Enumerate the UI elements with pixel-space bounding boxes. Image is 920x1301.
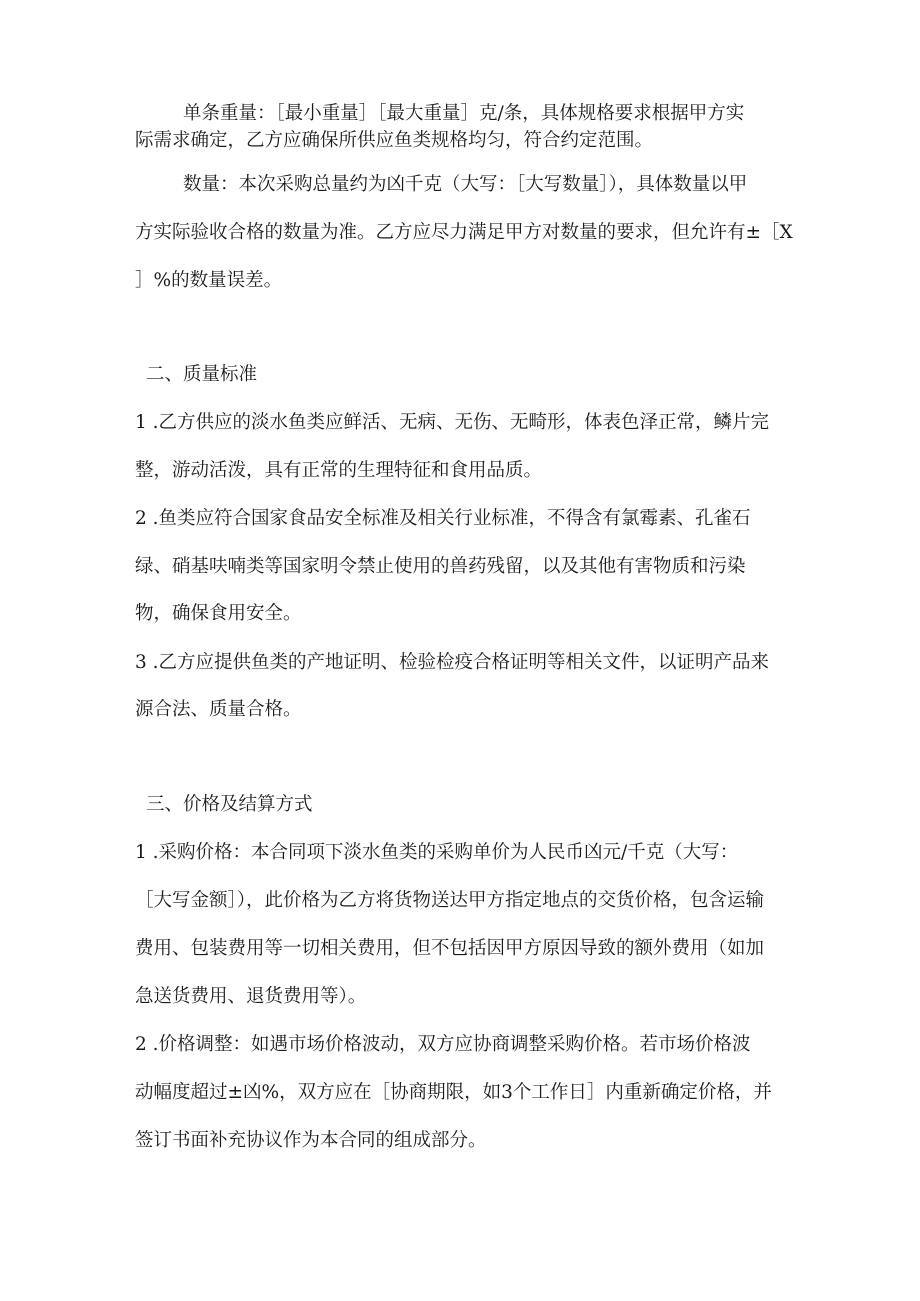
quality-item-1-line-1: 1 .乙方供应的淡水鱼类应鲜活、无病、无伤、无畸形，体表色泽正常，鳞片完 bbox=[135, 412, 770, 433]
section-3-heading: 三、价格及结算方式 bbox=[146, 794, 313, 815]
price-item-1-line-2: ［大写金额］），此价格为乙方将货物送达甲方指定地点的交货价格，包含运输 bbox=[135, 890, 765, 911]
quantity-line-3: ］%的数量误差。 bbox=[135, 270, 283, 291]
price-item-2-line-2: 动幅度超过±凶%，双方应在［协商期限，如3个工作日］内重新确定价格，并 bbox=[135, 1082, 772, 1103]
quality-item-2-line-2: 绿、硝基呋喃类等国家明令禁止使用的兽药残留，以及其他有害物质和污染 bbox=[135, 556, 746, 577]
quality-item-3-line-1: 3 .乙方应提供鱼类的产地证明、检验检疫合格证明等相关文件，以证明产品来 bbox=[135, 652, 770, 673]
quality-item-1-line-2: 整，游动活泼，具有正常的生理特征和食用品质。 bbox=[135, 460, 543, 481]
quality-item-3-line-2: 源合法、质量合格。 bbox=[135, 699, 302, 720]
quality-item-2-line-1: 2 .鱼类应符合国家食品安全标准及相关行业标准，不得含有氯霉素、孔雀石 bbox=[135, 508, 751, 529]
spec-line-2: 际需求确定，乙方应确保所供应鱼类规格均匀，符合约定范围。 bbox=[135, 130, 654, 151]
price-item-1-line-1: 1 .采购价格：本合同项下淡水鱼类的采购单价为人民币凶元/千克（大写： bbox=[135, 842, 739, 863]
quantity-line-1: 数量：本次采购总量约为凶千克（大写：［大写数量］），具体数量以甲 bbox=[183, 174, 748, 195]
section-2-heading: 二、质量标准 bbox=[146, 364, 258, 385]
spec-line-1: 单条重量：［最小重量］［最大重量］克/条，具体规格要求根据甲方实 bbox=[183, 103, 745, 124]
price-item-1-line-4: 急送货费用、退货费用等）。 bbox=[135, 986, 367, 1007]
quantity-line-2: 方实际验收合格的数量为准。乙方应尽力满足甲方对数量的要求，但允许有±［X bbox=[135, 222, 793, 243]
quality-item-2-line-3: 物，确保食用安全。 bbox=[135, 603, 302, 624]
price-item-2-line-1: 2 .价格调整：如遇市场价格波动，双方应协商调整采购价格。若市场价格波 bbox=[135, 1034, 751, 1055]
price-item-1-line-3: 费用、包装费用等一切相关费用，但不包括因甲方原因导致的额外费用（如加 bbox=[135, 938, 765, 959]
price-item-2-line-3: 签订书面补充协议作为本合同的组成部分。 bbox=[135, 1130, 487, 1151]
